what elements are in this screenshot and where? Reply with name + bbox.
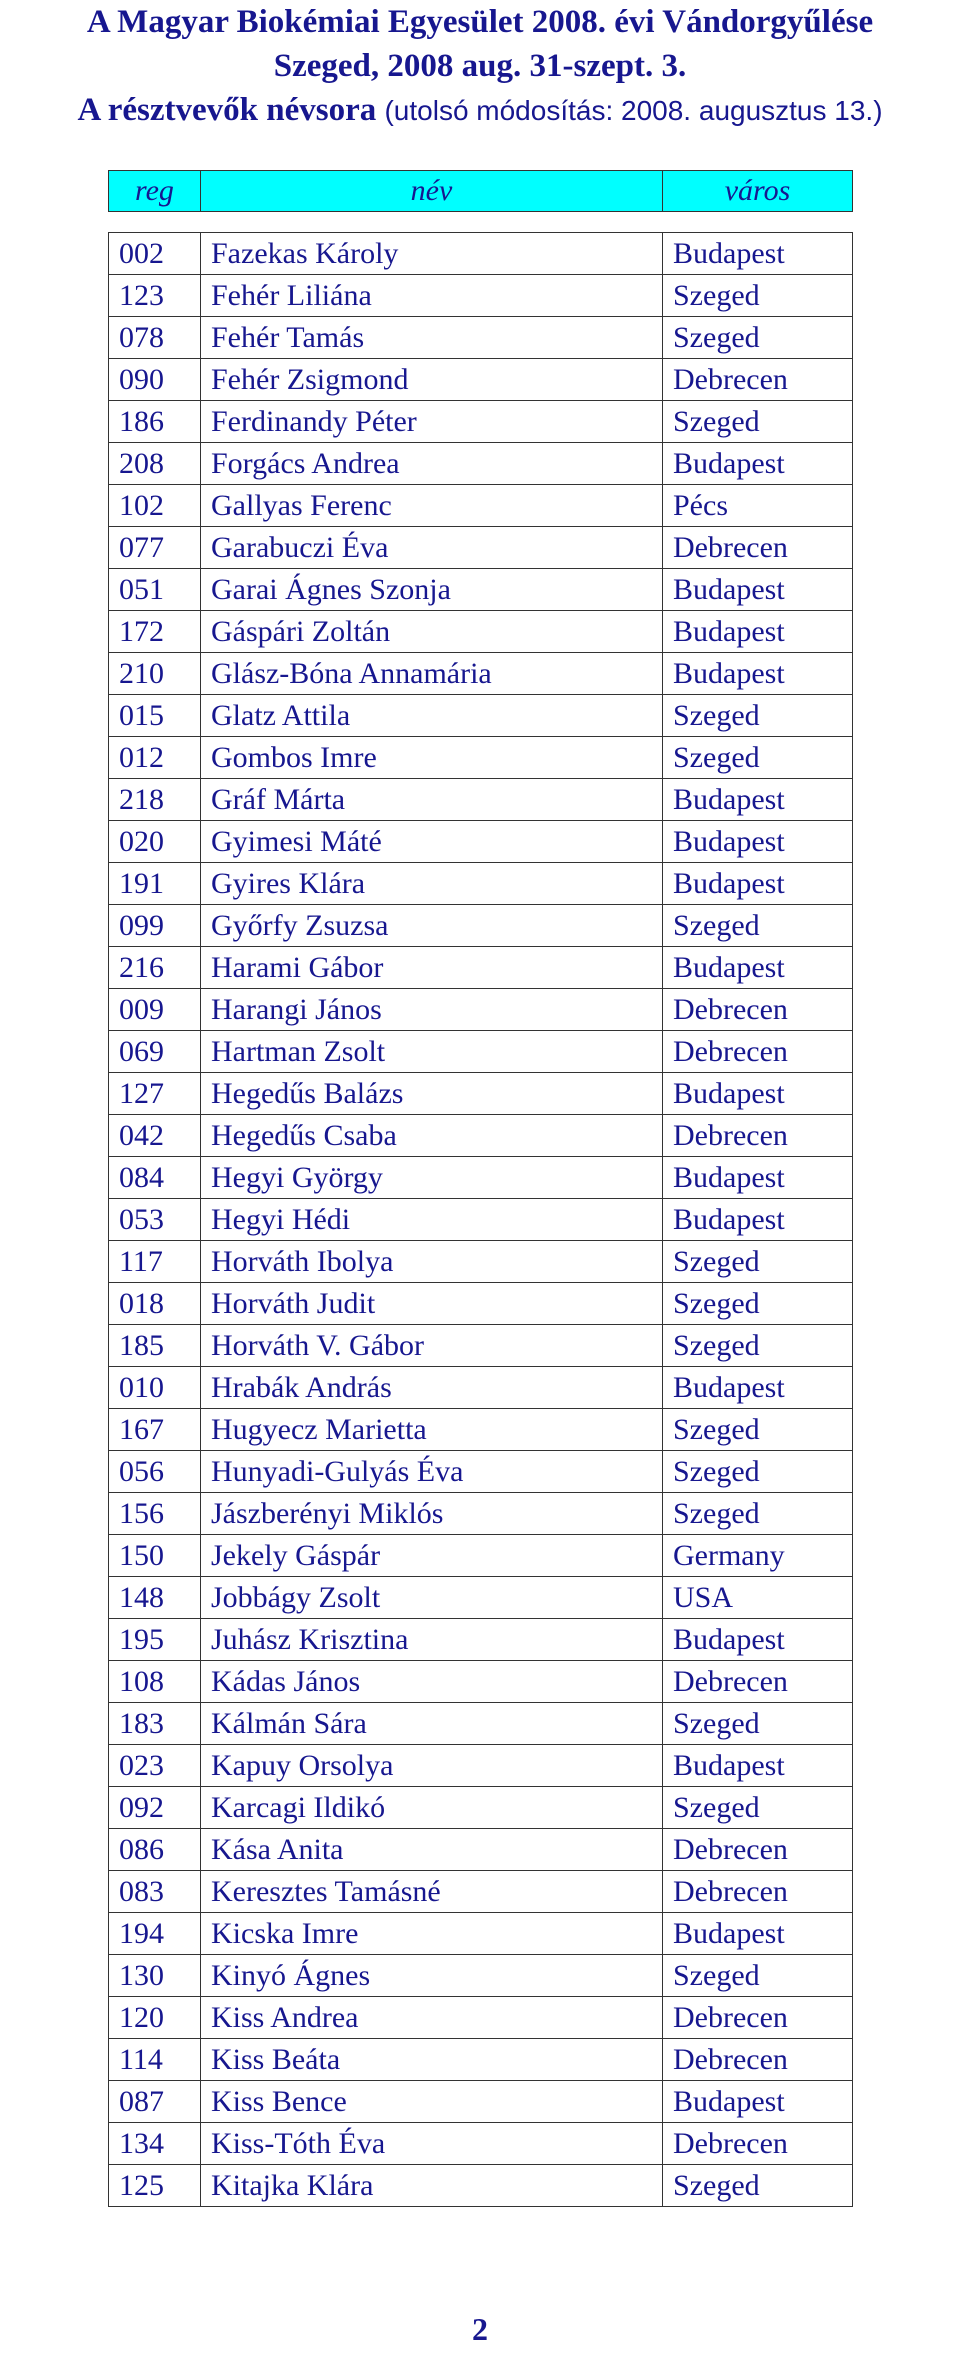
table-row: [109, 989, 853, 1031]
table-row: [109, 275, 853, 317]
cell-reg: 010: [109, 1367, 201, 1409]
table-row: [109, 1031, 853, 1073]
table-row: [109, 653, 853, 695]
cell-name: Hrabák András: [201, 1367, 663, 1409]
cell-city: Debrecen: [663, 2039, 853, 2081]
cell-city: Debrecen: [663, 1115, 853, 1157]
cell-name: Fehér Zsigmond: [201, 359, 663, 401]
cell-name: Kicska Imre: [201, 1913, 663, 1955]
table-row: [109, 737, 853, 779]
cell-reg: 167: [109, 1409, 201, 1451]
cell-city: Debrecen: [663, 989, 853, 1031]
cell-reg: 191: [109, 863, 201, 905]
cell-reg: 130: [109, 1955, 201, 1997]
cell-reg: 123: [109, 275, 201, 317]
cell-reg: 195: [109, 1619, 201, 1661]
cell-city: Szeged: [663, 905, 853, 947]
page-number: 2: [472, 2311, 488, 2347]
cell-reg: 108: [109, 1661, 201, 1703]
cell-reg: 099: [109, 905, 201, 947]
cell-name: Hegedűs Csaba: [201, 1115, 663, 1157]
table-row: [109, 1703, 853, 1745]
cell-city: USA: [663, 1577, 853, 1619]
cell-reg: 150: [109, 1535, 201, 1577]
cell-name: Jobbágy Zsolt: [201, 1577, 663, 1619]
table-row: [109, 2081, 853, 2123]
cell-reg: 183: [109, 1703, 201, 1745]
cell-name: Juhász Krisztina: [201, 1619, 663, 1661]
event-title: A Magyar Biokémiai Egyesület 2008. évi Vándorgyűlése: [86, 4, 874, 40]
cell-name: Hegedűs Balázs: [201, 1073, 663, 1115]
cell-city: Szeged: [663, 317, 853, 359]
cell-city: Budapest: [663, 1157, 853, 1199]
cell-city: Budapest: [663, 569, 853, 611]
table-row: [109, 1325, 853, 1367]
cell-reg: 018: [109, 1283, 201, 1325]
cell-reg: 002: [109, 233, 201, 275]
cell-reg: 083: [109, 1871, 201, 1913]
cell-reg: 125: [109, 2165, 201, 2207]
cell-reg: 069: [109, 1031, 201, 1073]
cell-name: Kálmán Sára: [201, 1703, 663, 1745]
cell-reg: 051: [109, 569, 201, 611]
cell-reg: 156: [109, 1493, 201, 1535]
cell-reg: 077: [109, 527, 201, 569]
cell-name: Hegyi György: [201, 1157, 663, 1199]
cell-city: Debrecen: [663, 359, 853, 401]
cell-reg: 210: [109, 653, 201, 695]
table-row: [109, 863, 853, 905]
table-row: [109, 779, 853, 821]
cell-name: Gáspári Zoltán: [201, 611, 663, 653]
last-modified-note: (utolsó módosítás: 2008. augusztus 13.): [384, 95, 883, 126]
table-row: [109, 1073, 853, 1115]
table-row: [109, 569, 853, 611]
cell-city: Debrecen: [663, 1829, 853, 1871]
cell-name: Forgács Andrea: [201, 443, 663, 485]
table-row: [109, 443, 853, 485]
cell-name: Hugyecz Marietta: [201, 1409, 663, 1451]
cell-name: Gallyas Ferenc: [201, 485, 663, 527]
cell-name: Horváth V. Gábor: [201, 1325, 663, 1367]
table-row: [109, 1535, 853, 1577]
cell-city: Debrecen: [663, 1997, 853, 2039]
cell-city: Budapest: [663, 1199, 853, 1241]
participant-rows: [109, 233, 853, 2207]
table-row: [109, 821, 853, 863]
cell-city: Budapest: [663, 1745, 853, 1787]
cell-reg: 185: [109, 1325, 201, 1367]
event-date-location: Szeged, 2008 aug. 31-szept. 3.: [273, 48, 687, 84]
cell-name: Hunyadi-Gulyás Éva: [201, 1451, 663, 1493]
cell-city: Szeged: [663, 401, 853, 443]
table-row: [109, 1955, 853, 1997]
cell-name: Garabuczi Éva: [201, 527, 663, 569]
cell-city: Szeged: [663, 695, 853, 737]
table-row: [109, 611, 853, 653]
cell-city: Germany: [663, 1535, 853, 1577]
cell-city: Szeged: [663, 1493, 853, 1535]
participant-table: [108, 232, 853, 2207]
table-row: [109, 1913, 853, 1955]
cell-reg: 042: [109, 1115, 201, 1157]
table-row: [109, 527, 853, 569]
cell-reg: 194: [109, 1913, 201, 1955]
column-header-reg: reg: [109, 171, 201, 212]
table-row: [109, 1745, 853, 1787]
table-row: [109, 1997, 853, 2039]
cell-name: Keresztes Tamásné: [201, 1871, 663, 1913]
table-row: [109, 2165, 853, 2207]
document-header: [0, 0, 960, 133]
cell-city: Szeged: [663, 737, 853, 779]
table-row: [109, 1577, 853, 1619]
cell-reg: 056: [109, 1451, 201, 1493]
table-row: [109, 401, 853, 443]
cell-city: Debrecen: [663, 527, 853, 569]
table-row: [109, 1829, 853, 1871]
cell-name: Kiss-Tóth Éva: [201, 2123, 663, 2165]
cell-name: Hegyi Hédi: [201, 1199, 663, 1241]
table-row: [109, 485, 853, 527]
column-header-city: város: [663, 171, 853, 212]
cell-name: Horváth Judit: [201, 1283, 663, 1325]
table-row: [109, 1409, 853, 1451]
table-row: [109, 2039, 853, 2081]
table-row: [109, 1283, 853, 1325]
cell-city: Debrecen: [663, 1031, 853, 1073]
cell-city: Szeged: [663, 1955, 853, 1997]
cell-name: Győrfy Zsuzsa: [201, 905, 663, 947]
cell-reg: 218: [109, 779, 201, 821]
cell-city: Debrecen: [663, 2123, 853, 2165]
cell-city: Pécs: [663, 485, 853, 527]
cell-reg: 186: [109, 401, 201, 443]
cell-reg: 009: [109, 989, 201, 1031]
table-row: [109, 359, 853, 401]
cell-reg: 087: [109, 2081, 201, 2123]
list-title-bold: A résztvevők névsora: [77, 92, 377, 128]
cell-name: Ferdinandy Péter: [201, 401, 663, 443]
cell-name: Harami Gábor: [201, 947, 663, 989]
cell-city: Budapest: [663, 863, 853, 905]
cell-name: Glász-Bóna Annamária: [201, 653, 663, 695]
cell-city: Budapest: [663, 653, 853, 695]
table-row: [109, 695, 853, 737]
cell-reg: 120: [109, 1997, 201, 2039]
cell-city: Budapest: [663, 821, 853, 863]
cell-reg: 023: [109, 1745, 201, 1787]
cell-reg: 092: [109, 1787, 201, 1829]
table-row: [109, 1451, 853, 1493]
table-row: [109, 1367, 853, 1409]
cell-city: Szeged: [663, 275, 853, 317]
cell-reg: 020: [109, 821, 201, 863]
cell-name: Gyimesi Máté: [201, 821, 663, 863]
cell-reg: 172: [109, 611, 201, 653]
cell-reg: 086: [109, 1829, 201, 1871]
cell-city: Szeged: [663, 1283, 853, 1325]
cell-city: Budapest: [663, 1367, 853, 1409]
cell-city: Szeged: [663, 1703, 853, 1745]
table-row: [109, 1115, 853, 1157]
table-row: [109, 1199, 853, 1241]
table-row: [109, 2123, 853, 2165]
cell-reg: 134: [109, 2123, 201, 2165]
cell-reg: 053: [109, 1199, 201, 1241]
cell-name: Hartman Zsolt: [201, 1031, 663, 1073]
table-row: [109, 1871, 853, 1913]
cell-name: Garai Ágnes Szonja: [201, 569, 663, 611]
cell-name: Fazekas Károly: [201, 233, 663, 275]
cell-name: Kiss Beáta: [201, 2039, 663, 2081]
cell-name: Kádas János: [201, 1661, 663, 1703]
cell-reg: 102: [109, 485, 201, 527]
table-row: [109, 233, 853, 275]
table-row: [109, 1619, 853, 1661]
cell-reg: 114: [109, 2039, 201, 2081]
cell-reg: 012: [109, 737, 201, 779]
cell-name: Kása Anita: [201, 1829, 663, 1871]
cell-reg: 127: [109, 1073, 201, 1115]
cell-name: Kiss Andrea: [201, 1997, 663, 2039]
cell-reg: 090: [109, 359, 201, 401]
table-row: [109, 1241, 853, 1283]
cell-reg: 084: [109, 1157, 201, 1199]
column-header-name: név: [201, 171, 663, 212]
column-header-table: [108, 170, 853, 212]
cell-city: Szeged: [663, 1787, 853, 1829]
cell-city: Budapest: [663, 2081, 853, 2123]
cell-city: Szeged: [663, 1451, 853, 1493]
cell-name: Glatz Attila: [201, 695, 663, 737]
table-row: [109, 1493, 853, 1535]
table-row: [109, 317, 853, 359]
table-row: [109, 947, 853, 989]
cell-city: Debrecen: [663, 1661, 853, 1703]
cell-city: Budapest: [663, 443, 853, 485]
cell-city: Budapest: [663, 947, 853, 989]
cell-reg: 078: [109, 317, 201, 359]
cell-name: Jekely Gáspár: [201, 1535, 663, 1577]
cell-name: Fehér Tamás: [201, 317, 663, 359]
cell-reg: 015: [109, 695, 201, 737]
cell-reg: 208: [109, 443, 201, 485]
cell-name: Fehér Liliána: [201, 275, 663, 317]
cell-reg: 216: [109, 947, 201, 989]
cell-city: Budapest: [663, 1913, 853, 1955]
table-row: [109, 1157, 853, 1199]
cell-city: Budapest: [663, 233, 853, 275]
cell-city: Szeged: [663, 1325, 853, 1367]
cell-city: Szeged: [663, 1409, 853, 1451]
cell-city: Szeged: [663, 1241, 853, 1283]
table-row: [109, 1661, 853, 1703]
cell-city: Budapest: [663, 1073, 853, 1115]
cell-city: Budapest: [663, 779, 853, 821]
cell-city: Budapest: [663, 1619, 853, 1661]
cell-name: Jászberényi Miklós: [201, 1493, 663, 1535]
cell-name: Karcagi Ildikó: [201, 1787, 663, 1829]
cell-name: Kiss Bence: [201, 2081, 663, 2123]
cell-reg: 117: [109, 1241, 201, 1283]
table-row: [109, 1787, 853, 1829]
cell-name: Harangi János: [201, 989, 663, 1031]
cell-name: Gombos Imre: [201, 737, 663, 779]
list-title: [0, 88, 960, 133]
cell-city: Budapest: [663, 611, 853, 653]
cell-city: Szeged: [663, 2165, 853, 2207]
cell-name: Kinyó Ágnes: [201, 1955, 663, 1997]
cell-name: Gyires Klára: [201, 863, 663, 905]
cell-city: Debrecen: [663, 1871, 853, 1913]
table-row: [109, 905, 853, 947]
cell-name: Kapuy Orsolya: [201, 1745, 663, 1787]
cell-reg: 148: [109, 1577, 201, 1619]
cell-name: Gráf Márta: [201, 779, 663, 821]
column-header-row: [109, 171, 853, 212]
cell-name: Kitajka Klára: [201, 2165, 663, 2207]
cell-name: Horváth Ibolya: [201, 1241, 663, 1283]
